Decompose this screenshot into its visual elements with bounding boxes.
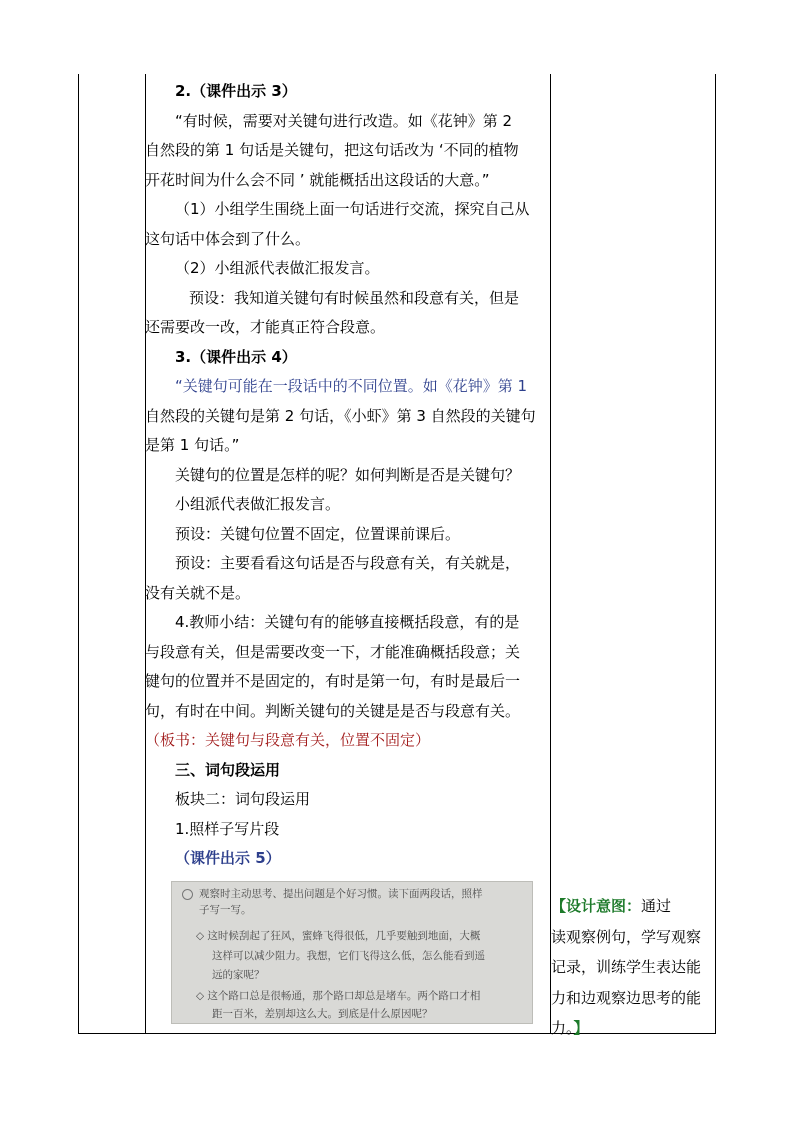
table-border-left	[78, 74, 79, 1034]
lesson-line: （1）小组学生围绕上面一句话进行交流，探究自己从	[175, 200, 530, 218]
lesson-line: 3.（课件出示 4）	[175, 347, 297, 366]
circle-icon	[182, 889, 193, 900]
lesson-line: 开花时间为什么会不同 ’ 就能概括出这段话的大意。”	[145, 170, 490, 189]
lesson-line: 预设：我知道关键句有时候虽然和段意有关，但是	[189, 288, 520, 307]
textbook-photo	[171, 881, 533, 1024]
lesson-line: （课件出示 5）	[175, 849, 281, 867]
lesson-line: （2）小组派代表做汇报发言。	[175, 259, 380, 277]
design-intent-line-4: 力和边观察边思考的能	[551, 988, 702, 1007]
lesson-line: 小组派代表做汇报发言。	[175, 495, 341, 513]
lesson-line: 自然段的第 1 句话是关键句，把这句话改为 ‘不同的植物	[145, 141, 519, 159]
design-intent-line-3: 记录，训练学生表达能	[551, 958, 702, 976]
photo-header-line-1	[182, 886, 483, 901]
photo-header-text: 观察时主动思考、提出问题是个好习惯。读下面两段话，照样	[199, 888, 483, 900]
lesson-line: 句，有时在中间。判断关键句的关键是是否与段意有关。	[145, 701, 521, 720]
lesson-line: 关键句的位置是怎样的呢？如何判断是否是关键句？	[175, 465, 521, 484]
lesson-line: 还需要改一改，才能真正符合段意。	[145, 318, 386, 336]
lesson-line: 4.教师小结：关键句有的能够直接概括段意，有的是	[175, 613, 520, 631]
lesson-line: 自然段的关键句是第 2 句话，《小虾》第 3 自然段的关键句	[145, 406, 536, 425]
design-intent-text-5: 力。	[551, 1019, 574, 1037]
lesson-line: 2.（课件出示 3）	[175, 82, 297, 100]
lesson-line: “有时候，需要对关键句进行改造。如《花钟》第 2	[175, 111, 513, 130]
photo-para-1-text: 这时候刮起了狂风，蜜蜂飞得很低，几乎要触到地面，大概	[207, 930, 481, 942]
lesson-line: “关键句可能在一段话中的不同位置。如《花钟》第 1	[175, 377, 528, 395]
photo-para-1-line-2: 这样可以减少阻力。我想，它们飞得这么低，怎么能看到遥	[212, 950, 485, 962]
photo-para-2-text: 这个路口总是很畅通，那个路口却总是堵车。两个路口才相	[207, 990, 481, 1002]
lesson-line: 预设：关键句位置不固定，位置课前课后。	[175, 524, 461, 543]
lesson-line: （板书：关键句与段意有关，位置不固定）	[145, 731, 431, 749]
design-intent-close: 】	[573, 1019, 589, 1037]
design-intent-line-5	[551, 1013, 716, 1044]
lesson-line: 是第 1 句话。”	[145, 436, 240, 454]
lesson-line: 没有关就不是。	[145, 583, 251, 602]
design-intent-line-2: 读观察例句，学写观察	[551, 927, 702, 946]
table-divider-2	[550, 74, 551, 1034]
photo-para-2-line-1: ◇ 这个路口总是很畅通，那个路口却总是堵车。两个路口才相	[196, 990, 481, 1002]
lesson-line: 1.照样子写片段	[175, 819, 280, 838]
table-border-right	[715, 74, 716, 1034]
photo-para-1-line-1: ◇ 这时候刮起了狂风，蜜蜂飞得很低，几乎要触到地面，大概	[196, 930, 481, 942]
photo-para-1-line-3: 远的家呢？	[212, 969, 265, 981]
lesson-line: 与段意有关，但是需要改变一下，才能准确概括段意；关	[145, 642, 521, 661]
design-intent-note	[551, 891, 716, 1044]
design-intent-line-1	[551, 891, 716, 922]
design-intent-text-1: 通过	[641, 897, 672, 915]
lesson-line: 预设：主要看看这句话是否与段意有关，有关就是，	[175, 554, 521, 572]
photo-header-line-2: 子写一写。	[199, 904, 252, 916]
photo-para-2-line-2: 距一百米，差别却这么大。到底是什么原因呢？	[212, 1008, 433, 1020]
design-intent-label: 【设计意图：	[551, 897, 642, 915]
lesson-line: 这句话中体会到了什么。	[145, 229, 311, 248]
lesson-line: 三、词句段运用	[175, 760, 281, 779]
lesson-line: 板块二：词句段运用	[175, 790, 311, 808]
lesson-content	[145, 77, 550, 874]
lesson-line: 键句的位置并不是固定的，有时是第一句，有时是最后一	[145, 672, 521, 690]
